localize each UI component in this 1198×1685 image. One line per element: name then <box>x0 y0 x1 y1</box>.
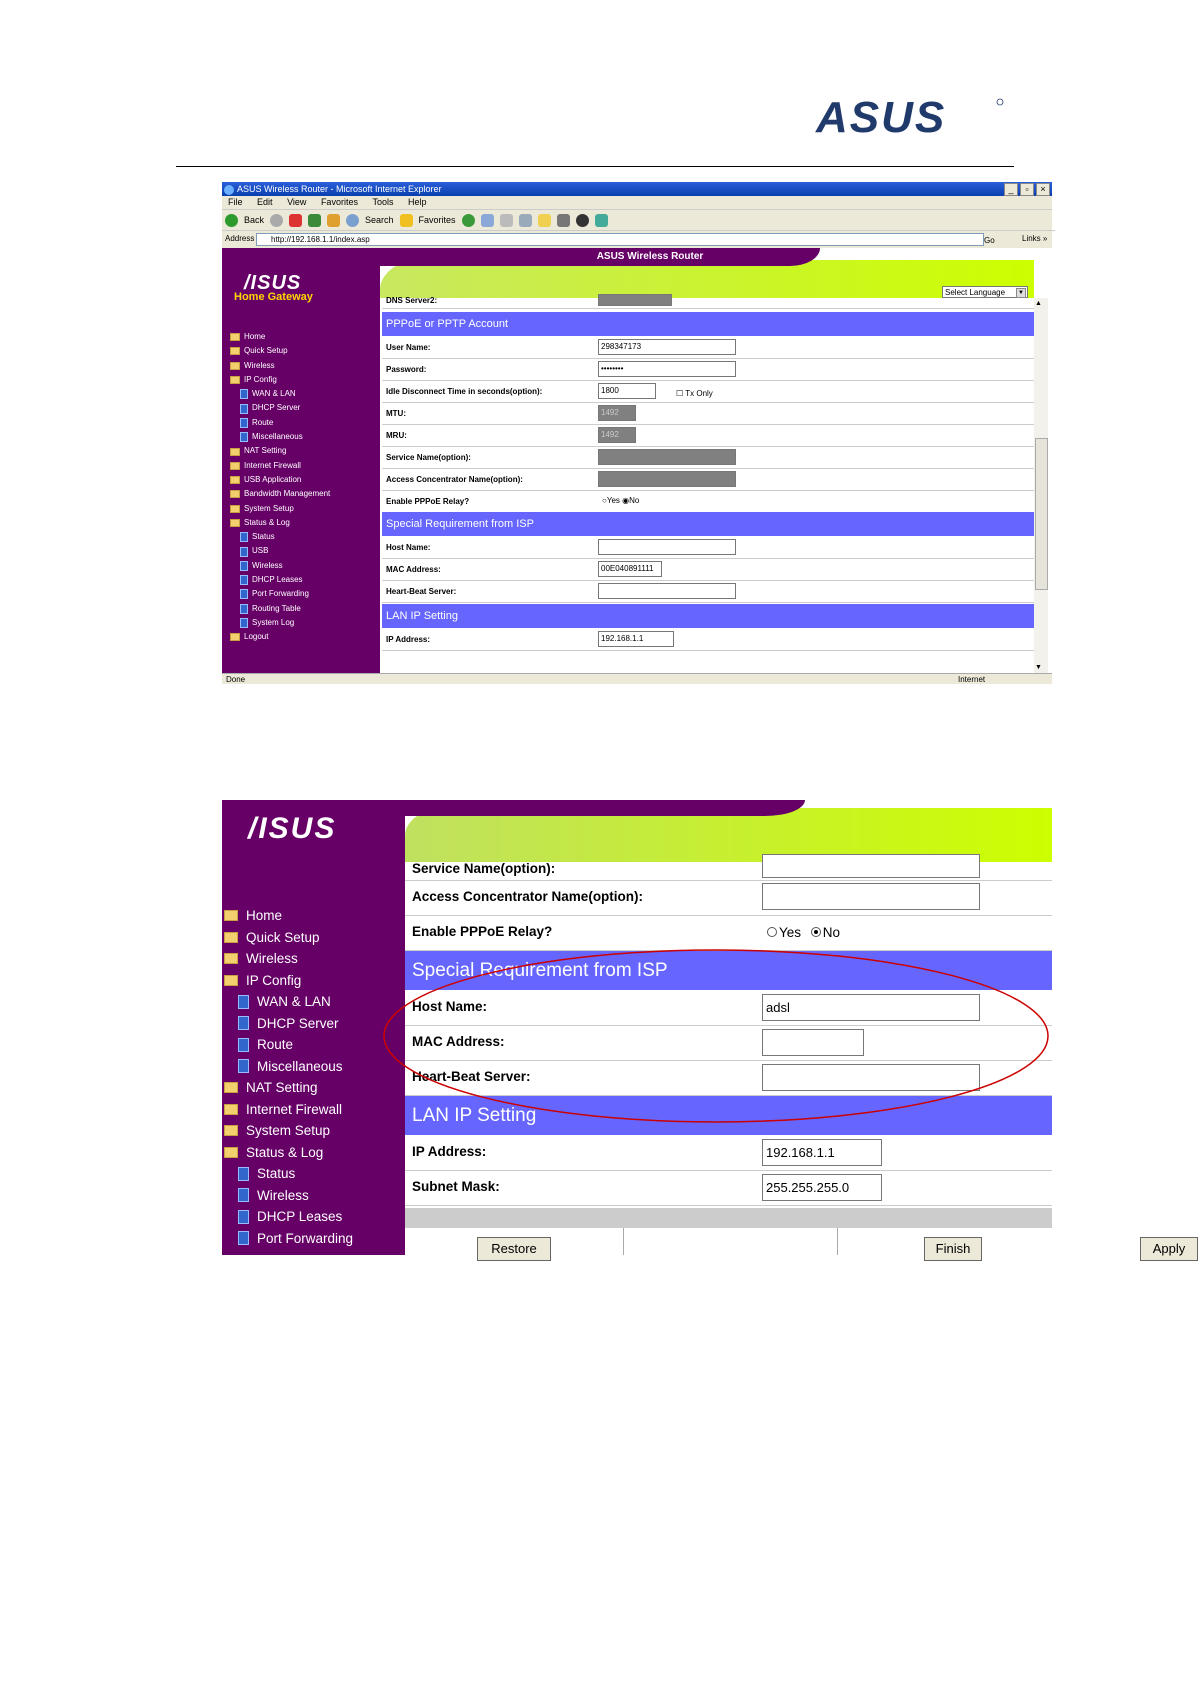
folder-icon <box>230 519 240 527</box>
ip-input[interactable]: 192.168.1.1 <box>598 631 674 647</box>
page-icon <box>238 995 249 1009</box>
refresh-icon[interactable] <box>308 214 321 227</box>
asus-brand: /ISUS <box>244 272 302 294</box>
dns-row-partial <box>382 298 1034 309</box>
sidebar-item[interactable] <box>224 1099 353 1121</box>
page-icon <box>240 618 248 628</box>
sidebar-item[interactable] <box>224 948 353 970</box>
page-icon <box>238 1016 249 1030</box>
back-button[interactable]: Back <box>244 215 265 225</box>
host-name-input[interactable]: adsl <box>762 994 980 1021</box>
mac-label: MAC Address: <box>386 565 441 574</box>
sidebar-item-label: IP Config <box>244 374 277 384</box>
password-input[interactable]: •••••••• <box>598 361 736 377</box>
folder-icon <box>230 633 240 641</box>
dns-label: DNS Server2: <box>386 296 438 305</box>
ac-name-label: Access Concentrator Name(option): <box>386 475 523 484</box>
sidebar-item[interactable] <box>230 459 330 473</box>
links-button[interactable]: Links » <box>1022 234 1048 243</box>
relay-label: Enable PPPoE Relay? <box>386 497 470 506</box>
page-icon <box>238 1167 249 1181</box>
mru-input[interactable]: 1492 <box>598 427 636 443</box>
menu-edit[interactable]: Edit <box>257 197 273 207</box>
sidebar-item[interactable] <box>230 544 330 558</box>
edit-icon[interactable] <box>519 214 532 227</box>
menu-file[interactable]: File <box>228 197 243 207</box>
ip-label: IP Address: <box>386 635 431 644</box>
sidebar-item-label: DHCP Leases <box>257 1209 343 1224</box>
restore-button[interactable]: ▫ <box>1020 183 1034 196</box>
folder-icon <box>230 333 240 341</box>
sidebar-item[interactable] <box>224 1206 353 1228</box>
folder-icon <box>224 910 238 921</box>
sidebar-item-label: Status <box>257 1166 296 1181</box>
folder-icon <box>230 476 240 484</box>
sidebar-item[interactable] <box>230 602 330 616</box>
sidebar-item-label: WAN & LAN <box>257 994 331 1009</box>
sidebar-item-label: Route <box>252 417 274 427</box>
sidebar-item[interactable] <box>230 416 330 430</box>
ip-input[interactable]: 192.168.1.1 <box>762 1139 882 1166</box>
sidebar-item[interactable] <box>230 516 330 530</box>
relay-yes-radio[interactable] <box>767 927 777 937</box>
page-header-zoomed <box>405 800 1052 862</box>
scroll-up-icon[interactable]: ▲ <box>1035 300 1042 307</box>
finish-button[interactable]: Finish <box>924 1237 982 1261</box>
history-icon[interactable] <box>462 214 475 227</box>
row-ac-name <box>382 468 1034 491</box>
section-pppoe: PPPoE or PPTP Account <box>382 312 1034 336</box>
section-lan: LAN IP Setting <box>382 604 1034 628</box>
sidebar-item-label: Port Forwarding <box>257 1230 354 1246</box>
page-icon <box>240 389 248 399</box>
sidebar-item[interactable] <box>224 1013 353 1035</box>
folder-icon <box>230 347 240 355</box>
idle-input[interactable]: 1800 <box>598 383 656 399</box>
service-name-input[interactable] <box>762 854 980 878</box>
sidebar-item-label: NAT Setting <box>244 446 287 456</box>
user-name-label: User Name: <box>386 343 431 352</box>
minimize-button[interactable]: _ <box>1004 183 1018 196</box>
sidebar-item[interactable] <box>224 927 353 949</box>
tx-only-checkbox[interactable]: ☐ Tx Only <box>676 389 713 398</box>
sidebar-item[interactable] <box>230 401 330 415</box>
sidebar-item-label: Route <box>257 1037 294 1052</box>
sidebar-item[interactable] <box>224 1185 353 1207</box>
page-icon <box>240 532 248 542</box>
sidebar-item-label: Status & Log <box>246 1144 324 1160</box>
ac-name-input[interactable] <box>598 471 736 487</box>
folder-icon <box>224 1125 238 1136</box>
sidebar-item-label: System Setup <box>246 1123 331 1138</box>
folder-icon <box>224 1147 238 1158</box>
sidebar-item[interactable] <box>224 1228 353 1250</box>
sidebar-item[interactable] <box>230 444 330 458</box>
sidebar-item[interactable] <box>230 387 330 401</box>
page-icon <box>238 1038 249 1052</box>
sidebar-item[interactable] <box>224 1120 353 1142</box>
sidebar-nav-zoomed <box>224 905 353 1249</box>
relay-yes-label: Yes <box>606 496 620 505</box>
header-rule <box>176 166 1014 167</box>
chevron-down-icon[interactable]: ▼ <box>1016 288 1026 298</box>
toolbar <box>222 210 1055 231</box>
sidebar-item-label: WAN & LAN <box>252 389 296 399</box>
stop-icon[interactable] <box>289 214 302 227</box>
service-name-label: Service Name(option): <box>412 861 556 876</box>
row-host-name <box>382 536 1034 559</box>
page-icon <box>240 604 248 614</box>
row-mac <box>382 558 1034 581</box>
row-password <box>382 358 1034 381</box>
relay-yes-label: Yes <box>779 925 802 940</box>
browser-screenshot <box>222 182 1052 684</box>
row-mac <box>405 1025 1052 1061</box>
apply-button[interactable]: Apply <box>1140 1237 1198 1261</box>
language-value: Select Language <box>945 288 1006 297</box>
row-heartbeat <box>382 580 1034 603</box>
folder-icon <box>230 376 240 384</box>
sidebar-item-label: Wireless <box>252 560 283 570</box>
section-isp: Special Requirement from ISP <box>405 951 1052 990</box>
go-button[interactable]: Go <box>984 236 995 245</box>
heartbeat-label: Heart-Beat Server: <box>386 587 457 596</box>
sidebar-item-label: Internet Firewall <box>244 460 301 470</box>
page-icon <box>240 418 248 428</box>
sidebar-item-label: Wireless <box>257 1187 309 1203</box>
restore-button[interactable]: Restore <box>477 1237 551 1261</box>
mac-input[interactable]: 00E040891111 <box>598 561 662 577</box>
page-icon <box>240 561 248 571</box>
page-header <box>380 248 1034 298</box>
row-mtu <box>382 402 1034 425</box>
scrollbar[interactable] <box>1034 298 1048 673</box>
row-heartbeat <box>405 1060 1052 1096</box>
favorites-button[interactable]: Favorites <box>418 215 456 225</box>
status-done: Done <box>226 675 246 684</box>
sidebar-item[interactable] <box>230 530 330 544</box>
logo-text: ASUS <box>816 93 947 142</box>
qq-icon[interactable] <box>576 214 589 227</box>
sidebar-nav <box>230 330 330 645</box>
folder-icon <box>224 1104 238 1115</box>
mru-label: MRU: <box>386 431 407 440</box>
scroll-thumb[interactable] <box>1035 438 1048 590</box>
sidebar-item-label: DHCP Server <box>257 1015 339 1031</box>
sidebar-zoomed <box>222 800 405 1255</box>
sidebar-item-label: Routing Table <box>252 603 301 613</box>
sidebar-item[interactable] <box>230 559 330 573</box>
row-mru <box>382 424 1034 447</box>
zoomed-screenshot <box>222 800 1186 1256</box>
mtu-label: MTU: <box>386 409 406 418</box>
sidebar-item-label: DHCP Leases <box>252 575 303 585</box>
sidebar-item[interactable] <box>224 1163 353 1185</box>
sidebar-item-label: NAT Setting <box>246 1080 318 1095</box>
page-icon <box>240 575 248 585</box>
page-icon <box>240 547 248 557</box>
search-button[interactable]: Search <box>365 215 394 225</box>
row-ip <box>405 1135 1052 1171</box>
host-name-label: Host Name: <box>412 999 488 1014</box>
dns-input[interactable] <box>598 294 672 306</box>
subnet-input[interactable]: 255.255.255.0 <box>762 1174 882 1201</box>
settings-form-zoomed <box>405 860 1186 1256</box>
relay-no-label: No <box>822 925 841 940</box>
tx-only-label: Tx Only <box>685 389 713 398</box>
password-label: Password: <box>386 365 427 374</box>
sidebar-item-label: Miscellaneous <box>257 1058 343 1074</box>
host-name-input[interactable] <box>598 539 736 555</box>
back-arrow-icon[interactable] <box>225 214 238 227</box>
row-pppoe-relay <box>405 915 1052 951</box>
menu-help[interactable]: Help <box>408 197 427 207</box>
sidebar-item-label: Home <box>244 332 266 341</box>
asus-brand-zoomed: /ISUS <box>248 812 337 845</box>
idle-label: Idle Disconnect Time in seconds(option): <box>386 387 543 396</box>
print-icon[interactable] <box>500 214 513 227</box>
relay-no-label: No <box>629 496 640 505</box>
sidebar-item[interactable] <box>230 587 330 601</box>
window-titlebar <box>222 182 1052 196</box>
subnet-label: Subnet Mask: <box>412 1179 500 1194</box>
relay-label: Enable PPPoE Relay? <box>412 924 553 939</box>
sidebar-item[interactable] <box>230 373 330 387</box>
ie-icon <box>224 185 234 195</box>
sidebar-item[interactable] <box>230 487 330 501</box>
row-idle <box>382 380 1034 403</box>
folder-icon[interactable] <box>538 214 551 227</box>
sidebar-item-label: USB <box>252 546 269 556</box>
header-title: ASUS Wireless Router <box>596 251 704 262</box>
relay-yes-radio[interactable]: ○ <box>602 496 607 505</box>
folder-icon <box>224 953 238 964</box>
folder-icon <box>230 448 240 456</box>
sidebar-item[interactable] <box>230 473 330 487</box>
sidebar-item[interactable] <box>230 502 330 516</box>
favorites-star-icon[interactable] <box>400 214 413 227</box>
address-bar <box>222 231 1052 247</box>
sidebar-item-label: Home <box>246 908 283 923</box>
menu-view[interactable]: View <box>287 197 307 207</box>
sidebar-item[interactable] <box>230 430 330 444</box>
menu-bar <box>222 196 1052 210</box>
ac-name-label: Access Concentrator Name(option): <box>412 889 644 904</box>
forward-arrow-icon[interactable] <box>270 214 283 227</box>
service-name-label: Service Name(option): <box>386 453 471 462</box>
folder-icon <box>230 362 240 370</box>
sidebar-item[interactable] <box>224 1142 353 1164</box>
sidebar-item[interactable] <box>230 616 330 630</box>
sidebar-item[interactable] <box>230 359 330 373</box>
menu-tools[interactable]: Tools <box>372 197 394 207</box>
scroll-down-icon[interactable]: ▼ <box>1035 664 1042 671</box>
mac-input[interactable] <box>762 1029 864 1056</box>
section-isp: Special Requirement from ISP <box>382 512 1034 536</box>
window-title: ASUS Wireless Router - Microsoft Internet Explorer <box>237 184 442 194</box>
sidebar-item-label: Quick Setup <box>246 929 320 945</box>
address-label: Address <box>225 234 255 243</box>
sidebar-item-label: Status <box>252 532 275 542</box>
folder-icon <box>230 462 240 470</box>
relay-no-radio[interactable]: ◉ <box>622 496 630 505</box>
sidebar-item-label: Internet Firewall <box>246 1101 343 1117</box>
sidebar-item[interactable] <box>224 1077 353 1099</box>
messenger-icon[interactable] <box>557 214 570 227</box>
sidebar-item-label: Wireless <box>246 951 298 966</box>
settings-form <box>382 298 1034 673</box>
folder-icon <box>224 1082 238 1093</box>
sidebar-item-label: Logout <box>244 632 269 642</box>
button-bar <box>405 1208 1052 1228</box>
mac-label: MAC Address: <box>412 1034 505 1049</box>
heartbeat-input[interactable] <box>762 1064 980 1091</box>
mail-icon[interactable] <box>481 214 494 227</box>
page-icon <box>240 404 248 414</box>
row-ip <box>382 628 1034 651</box>
folder-icon <box>224 932 238 943</box>
sidebar-item[interactable] <box>230 573 330 587</box>
relay-no-radio[interactable] <box>811 927 821 937</box>
menu-favorites[interactable]: Favorites <box>320 197 358 207</box>
status-zone: Internet <box>958 675 986 684</box>
row-user-name <box>382 336 1034 359</box>
row-pppoe-relay <box>382 490 1034 513</box>
user-name-input[interactable]: 298347173 <box>598 339 736 355</box>
service-name-input[interactable] <box>598 449 736 465</box>
sidebar-item-label: Quick Setup <box>244 346 288 356</box>
sidebar-item-label: System Setup <box>244 503 294 513</box>
sidebar-item[interactable] <box>224 1056 353 1078</box>
status-bar <box>222 673 1052 685</box>
mtu-input[interactable]: 1492 <box>598 405 636 421</box>
language-select[interactable] <box>942 286 1028 298</box>
ip-label: IP Address: <box>412 1144 487 1159</box>
sidebar-item[interactable] <box>224 1034 353 1056</box>
heartbeat-input[interactable] <box>598 583 736 599</box>
page-icon <box>238 1059 249 1073</box>
row-subnet <box>405 1170 1052 1206</box>
search-icon[interactable] <box>346 214 359 227</box>
section-lan: LAN IP Setting <box>405 1096 1052 1135</box>
sidebar-item[interactable] <box>224 905 353 927</box>
page-icon <box>238 1188 249 1202</box>
folder-icon <box>224 975 238 986</box>
page-icon <box>240 589 248 599</box>
row-ac-name <box>405 880 1052 916</box>
ac-name-input[interactable] <box>762 883 980 910</box>
sidebar-item-label: Status & Log <box>244 517 290 527</box>
folder-icon <box>230 505 240 513</box>
heartbeat-label: Heart-Beat Server: <box>412 1069 531 1084</box>
page-icon <box>240 432 248 442</box>
sidebar <box>222 248 380 673</box>
sidebar-item-label: Miscellaneous <box>252 432 303 442</box>
folder-icon <box>230 490 240 498</box>
address-input[interactable]: http://192.168.1.1/index.asp <box>256 233 984 246</box>
sidebar-item-label: DHCP Server <box>252 403 301 413</box>
page-icon <box>238 1231 249 1245</box>
sidebar-item[interactable] <box>224 991 353 1013</box>
page-icon <box>238 1210 249 1224</box>
row-service-name <box>405 860 1052 881</box>
sidebar-item[interactable] <box>230 630 330 644</box>
sidebar-item-label: Bandwidth Management <box>244 489 331 499</box>
asus-logo <box>816 92 1006 142</box>
sidebar-item-label: IP Config <box>246 972 302 988</box>
sidebar-item[interactable] <box>230 330 330 344</box>
host-name-label: Host Name: <box>386 543 431 552</box>
close-button[interactable]: × <box>1036 183 1050 196</box>
sidebar-item-label: Port Forwarding <box>252 589 309 599</box>
row-service-name <box>382 446 1034 469</box>
home-icon[interactable] <box>327 214 340 227</box>
sidebar-item-label: System Log <box>252 617 295 627</box>
page-content <box>222 248 1052 673</box>
sidebar-item[interactable] <box>230 344 330 358</box>
row-host-name <box>405 990 1052 1026</box>
sidebar-item-label: USB Application <box>244 474 302 484</box>
sidebar-item-label: Wireless <box>244 360 275 370</box>
sidebar-item[interactable] <box>224 970 353 992</box>
network-icon[interactable] <box>595 214 608 227</box>
home-gateway-label: Home Gateway <box>234 291 313 303</box>
